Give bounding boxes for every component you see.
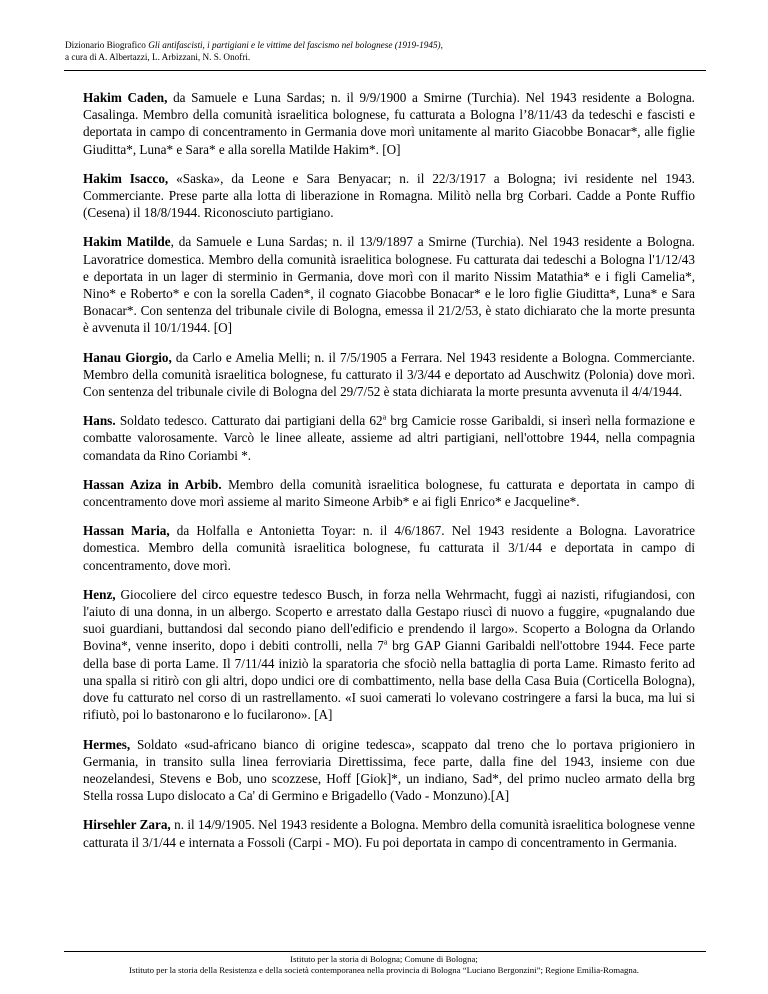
footer-line-2: Istituto per la storia della Resistenza e della società contemporanea nella provincia di Bologna “Luciano Bergonzini”; Regione Emilia-Romagna. [129, 965, 639, 975]
entry-name: Hassan Maria, [83, 523, 170, 539]
entry-hakim-isacco [83, 170, 695, 222]
entry-text: da Carlo e Amelia Melli; n. il 7/5/1905 a Ferrara. Nel 1943 residente a Bologna. Commerciante. Membro della comunità israelitica bolognese, fu catturato il 3/3/44 e deportato ad Auschwitz (Polonia) dove morì. Con sentenza del tribunale civile di Bologna del 29/7/52 è stata dichiarata la morte presunta avvenuta il 4/4/1944. [83, 349, 696, 400]
entry-hans [83, 412, 695, 464]
document-header [65, 39, 705, 63]
entries-list [83, 89, 695, 863]
footer-line-1: Istituto per la storia di Bologna; Comune di Bologna; [290, 954, 478, 964]
entry-name: Hakim Matilde [83, 234, 171, 250]
header-suffix: , [440, 40, 443, 50]
entry-hirsehler-zara [83, 816, 695, 850]
entry-hermes [83, 736, 695, 805]
document-footer [40, 954, 728, 976]
entry-text-a: Soldato tedesco. Catturato dai partigiani della 62 [115, 413, 383, 429]
entry-text: da Samuele e Luna Sardas; n. il 9/9/1900 a Smirne (Turchia). Nel 1943 residente a Bologna. Casalinga. Membro della comunità israelitica bolognese, fu catturata a Bologna l’8/11/43 da tedeschi e fascisti e deportata in campo di concentramento in Germania dove morì unitamente al marito Giacobbe Bonacar*, alle figlie Giuditta*, Luna* e Sara* e alla sorella Matilde Hakim*. [O] [83, 90, 695, 157]
entry-henz [83, 586, 695, 724]
header-line-1 [65, 39, 705, 51]
entry-text-b: brg Camicie rosse Garibaldi, si inserì nella formazione e combatte valorosamente. Varcò le linee alleate, assieme ad altri partigiani, nell'ottobre 1944, nella compagnia comandata da Rino Coriambi *. [83, 413, 695, 463]
entry-hakim-matilde [83, 233, 695, 336]
entry-name: Hanau Giorgio, [83, 349, 172, 365]
entry-text: n. il 14/9/1905. Nel 1943 residente a Bologna. Membro della comunità israelitica bolognese venne catturata il 3/1/44 e internata a Fossoli (Carpi - MO). Fu poi deportata in campo di concentramento in Germania. [83, 817, 695, 850]
entry-text: Soldato «sud-africano bianco di origine tedesca», scappato dal treno che lo portava prigioniero in Germania, in transito sulla linea ferroviaria Direttissima, fece parte, dalla fine del 1943, insieme con due neozelandesi, Stevens e Bob, uno scozzese, Hoff [Giok]*, un indiano, Sad*, del primo nucleo armato della brg Stella rossa Lupo dislocato a Ca' di Germino e Brigadello (Vado - Monzuno).[A] [83, 736, 695, 804]
entry-hassan-aziza [83, 476, 695, 510]
footer-divider [64, 951, 706, 952]
entry-name: Henz, [83, 586, 116, 602]
entry-hanau-giorgio [83, 349, 695, 401]
entry-text: «Saska», da Leone e Sara Benyacar; n. il 22/3/1917 a Bologna; ivi residente nel 1943. Commerciante. Prese parte alla lotta di liberazione in Romagna. Militò nella brg Corbari. Cadde a Ponte Ruffio (Cesena) il 18/8/1944. Riconosciuto partigiano. [83, 170, 695, 221]
header-book-title: Gli antifascisti, i partigiani e le vittime del fascismo nel bolognese (1919-1945) [148, 40, 441, 50]
header-line-2: a cura di A. Albertazzi, L. Arbizzani, N. S. Onofri. [65, 52, 251, 62]
entry-text: , da Samuele e Luna Sardas; n. il 13/9/1897 a Smirne (Turchia). Nel 1943 residente a Bologna. Lavoratrice domestica. Membro della comunità israelitica bolognese. Fu catturata dai tedeschi a Bologna l'1/12/43 e deportata in un lager di sterminio in Germania, dove morì con il marito Nissim Matathia* e i figli Camelia*, Nino* e Roberto* e con la sorella Caden*, il cognato Giacobbe Bonacar* e le loro figlie Giuditta*, Luna* e Sara Bonacar*. Con sentenza del tribunale civile di Bologna, emessa il 21/2/53, è stato dichiarato che la morte presunta è avvenuta il 10/1/1944. [O] [83, 234, 695, 336]
entry-text-b: brg GAP Gianni Garibaldi nell'ottobre 1944. Fece parte della base di porta Lame. Il 7/11/44 iniziò la sparatoria che sfociò nella battaglia di porta Lame. Rimasto ferito ad una spalla si ritirò con gli altri, dopo undici ore di combattimento, nella base della Casa Buia (Corticella Bologna), dove fu catturato nel corso di un rastrellamento. «I suoi camerati lo volevano costringere a farsi la buca, ma lui si rifiutò, poi lo bastonarono e lo fucilarono». [A] [83, 638, 695, 723]
ordinal-superscript: a [382, 412, 387, 422]
entry-name: Hassan Aziza in Arbib. [83, 476, 222, 492]
entry-name: Hakim Caden, [83, 90, 168, 105]
entry-name: Hans. [83, 413, 116, 429]
header-prefix: Dizionario Biografico [65, 40, 149, 50]
entry-text-a: Giocoliere del circo equestre tedesco Busch, in forza nella Wehrmacht, fuggì ai nazisti, rifugiandosi, con l'aiuto di una donna, in un albergo. Scoperto e arrestato dalla Gestapo riuscì di nuovo a fuggire, «pugnalando due suoi guardiani, buttandosi dal secondo piano dell'edificio e prendendo il largo». Scoperto a Bologna da Orlando Bovina*, venne inserito, dopo i debiti controlli, nella 7 [83, 586, 695, 654]
entry-name: Hirsehler Zara, [83, 817, 171, 833]
entry-name: Hermes, [83, 736, 131, 752]
header-divider [64, 70, 706, 71]
entry-text: Membro della comunità israelitica bolognese, fu catturata e deportata in campo di concentramento dove morì assieme al marito Simeone Arbib* e ai figli Enrico* e Jacqueline*. [83, 476, 695, 510]
entry-hassan-maria [83, 522, 695, 574]
entry-text: da Holfalla e Antonietta Toyar: n. il 4/6/1867. Nel 1943 residente a Bologna. Lavoratrice domestica. Membro della comunità israelitica bolognese, fu catturata il 3/1/44 e deportata in campo di concentramento, dove morì. [83, 523, 695, 573]
ordinal-superscript: a [383, 638, 388, 648]
entry-hakim-caden [83, 89, 695, 158]
entry-name: Hakim Isacco, [83, 170, 169, 186]
